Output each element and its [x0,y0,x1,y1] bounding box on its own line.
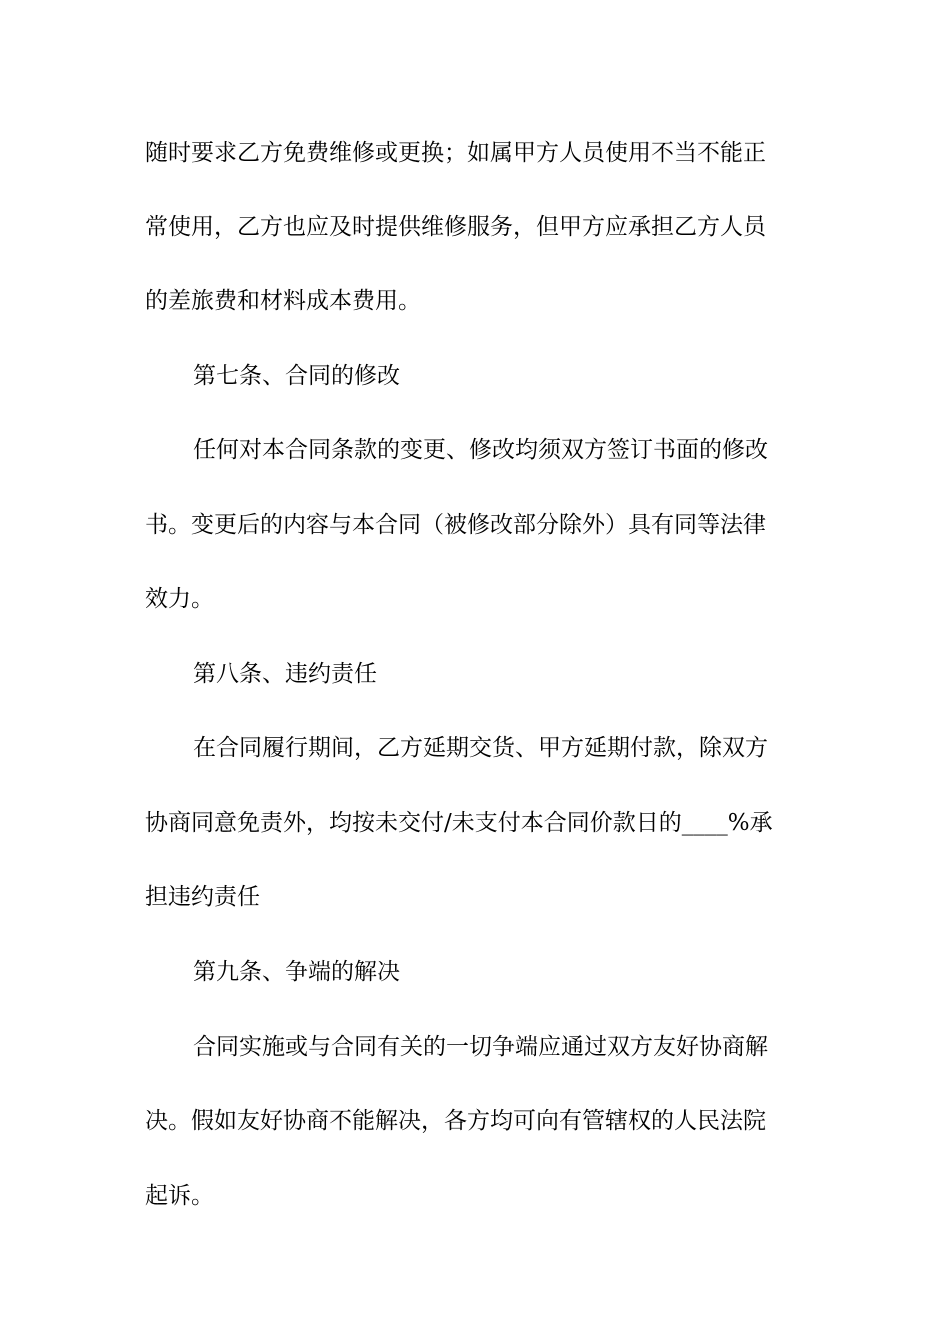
paragraph-line: 随时要求乙方免费维修或更换；如属甲方人员使用不当不能正 [145,140,766,166]
paragraph-line: 协商同意免责外，均按未交付/未支付本合同价款日的____%承 [145,810,773,836]
paragraph-line: 起诉。 [145,1183,214,1209]
paragraph-line: 在合同履行期间，乙方延期交货、甲方延期付款，除双方 [193,735,768,761]
paragraph-line: 合同实施或与合同有关的一切争端应通过双方友好协商解 [193,1034,768,1060]
paragraph-line: 效力。 [145,586,214,612]
paragraph-line: 任何对本合同条款的变更、修改均须双方签订书面的修改 [193,437,768,463]
paragraph-line: 常使用，乙方也应及时提供维修服务，但甲方应承担乙方人员 [145,214,766,240]
paragraph-line: 担违约责任 [145,884,260,910]
section-heading-9: 第九条、争端的解决 [193,959,400,985]
paragraph-line: 书。变更后的内容与本合同（被修改部分除外）具有同等法律 [145,512,766,538]
section-heading-7: 第七条、合同的修改 [193,363,400,389]
paragraph-line: 决。假如友好协商不能解决，各方均可向有管辖权的人民法院 [145,1108,766,1134]
section-heading-8: 第八条、违约责任 [193,661,377,687]
paragraph-line: 的差旅费和材料成本费用。 [145,288,421,314]
